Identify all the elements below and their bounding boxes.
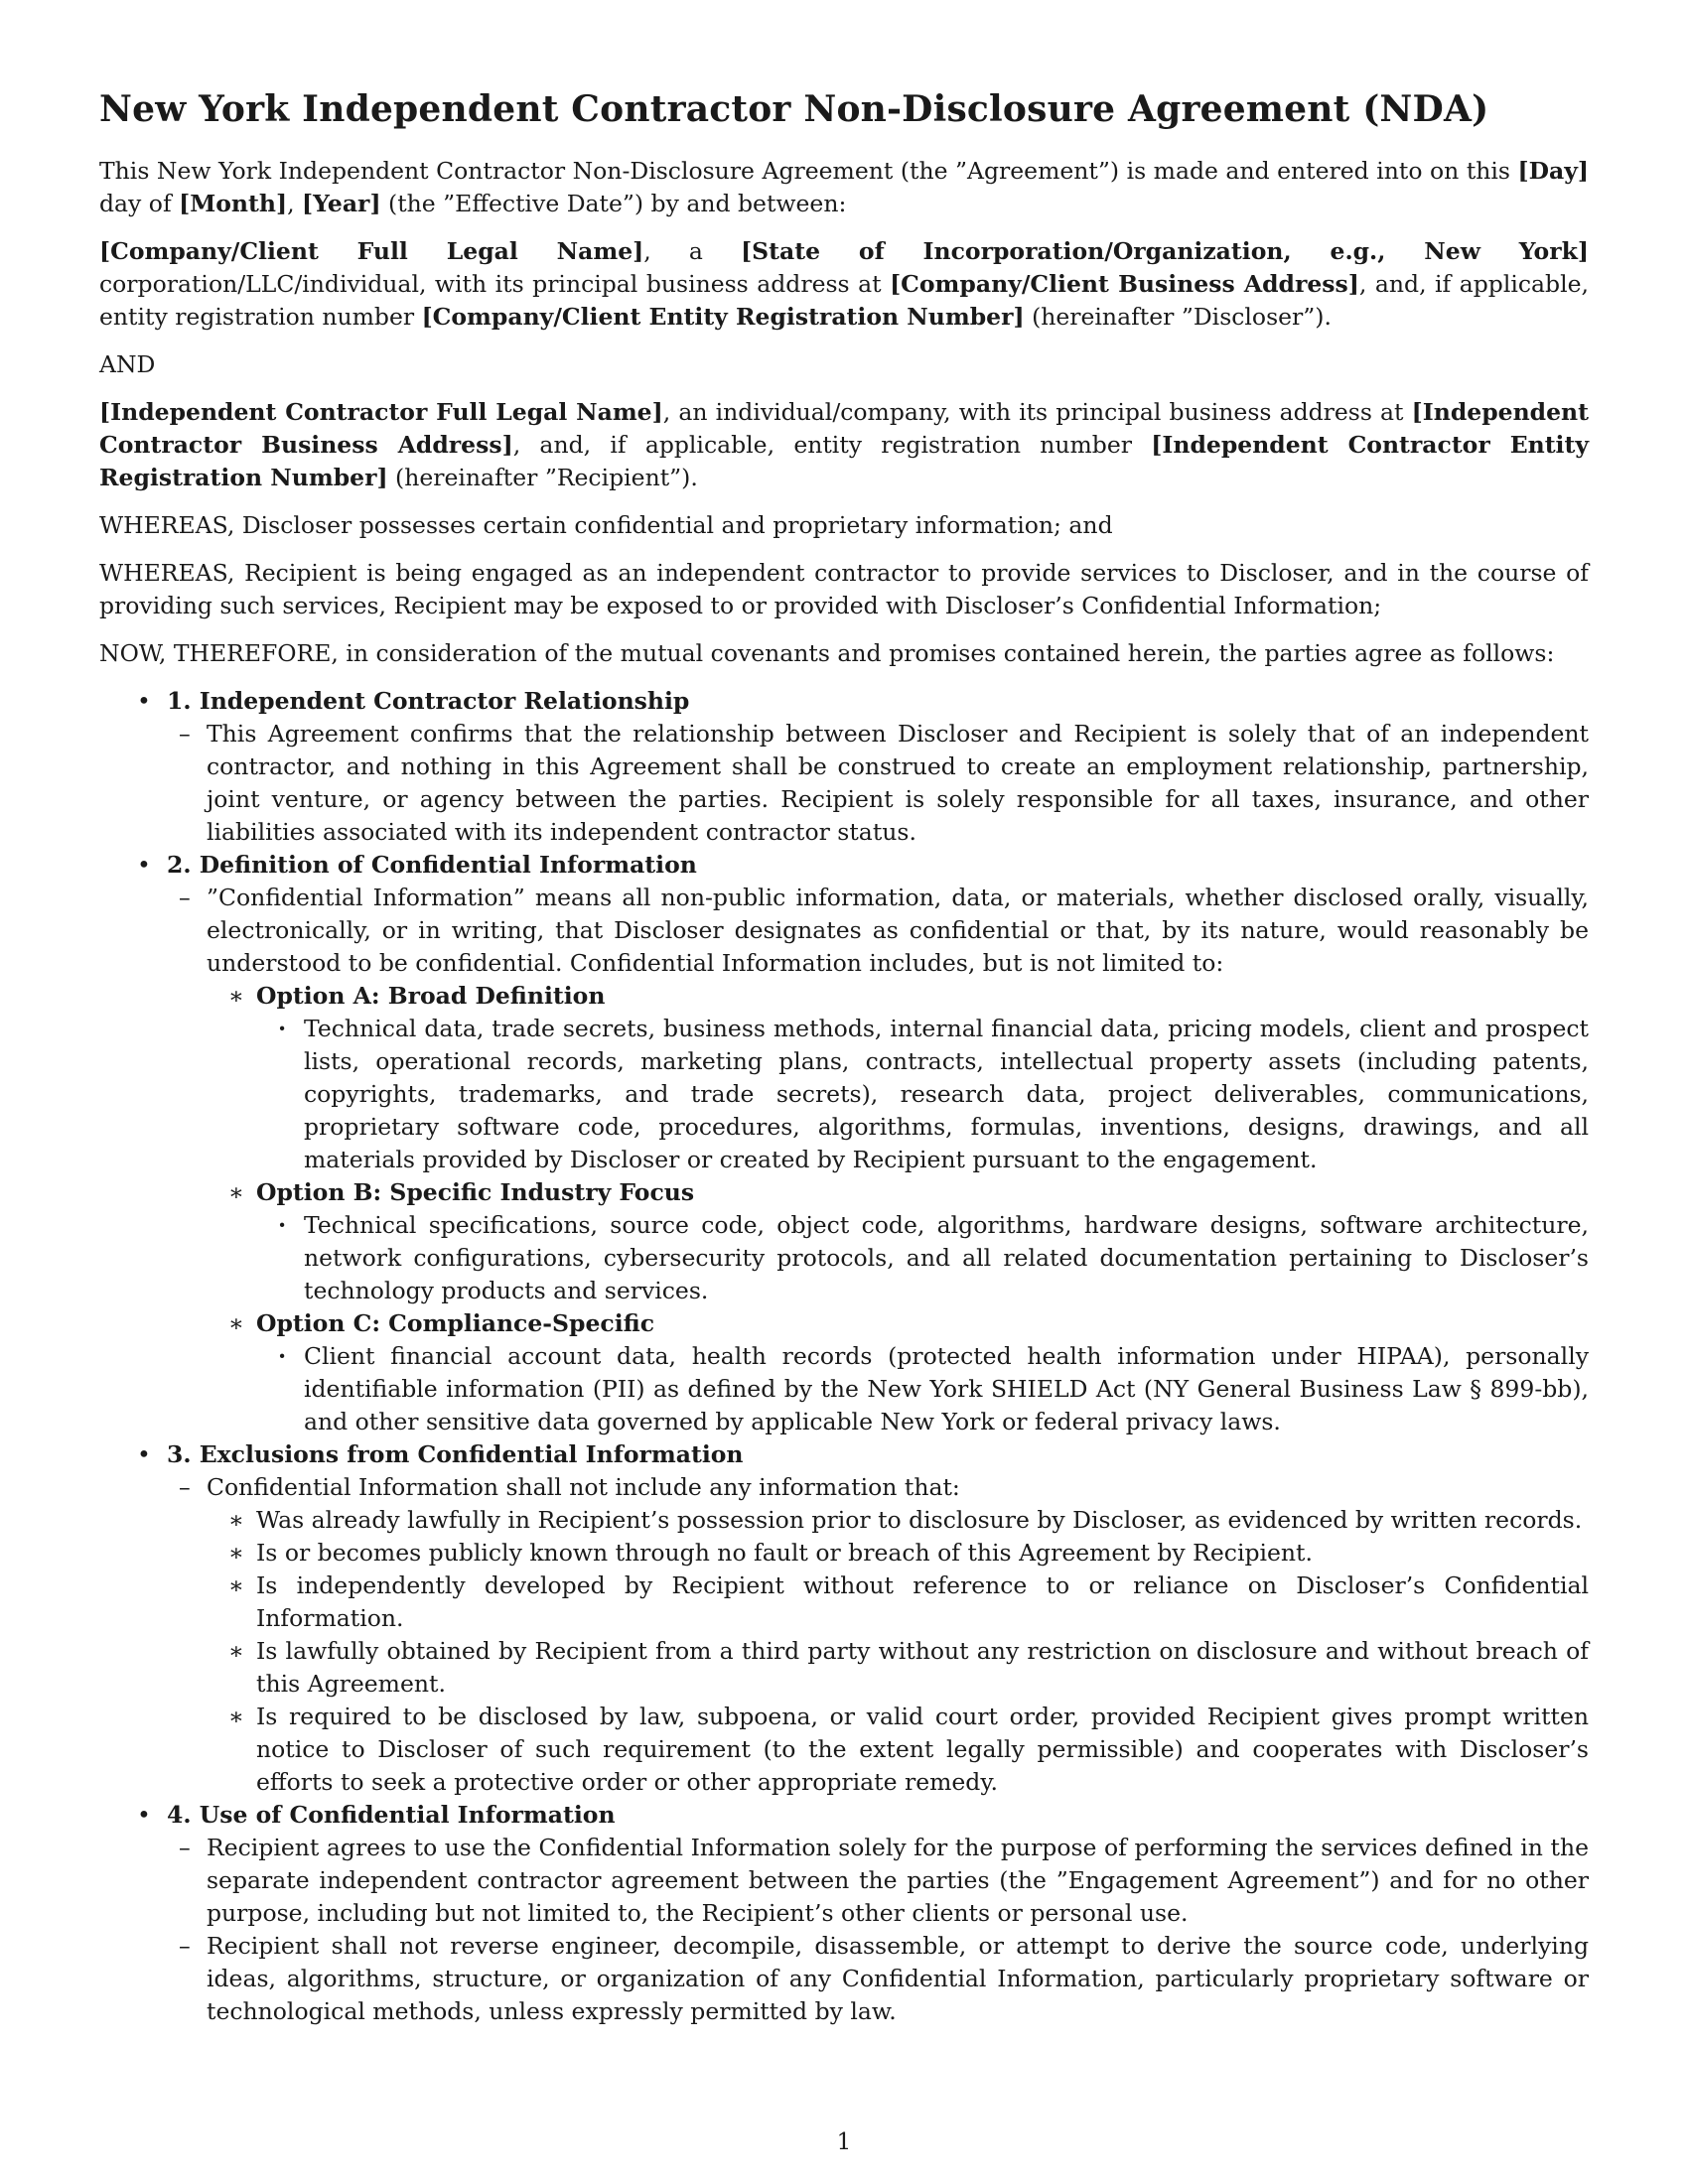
year-placeholder: [Year] — [302, 190, 381, 217]
recipient-paragraph: [Independent Contractor Full Legal Name], an individual/company, with its principal business address at [Independent Contractor Business Address], and, if applicable, entity registration number [Independent Contractor Entity Registration Number] (hereinafter ”Recipient”). — [99, 398, 1589, 491]
and-separator: AND — [99, 350, 156, 378]
exclusion-item: ∗ Is lawfully obtained by Recipient from a third party without any restriction on disclosure and without breach of this Agreement. — [256, 1635, 1589, 1701]
section-4 — [99, 1799, 1589, 2028]
intro-paragraph: This New York Independent Contractor Non-Disclosure Agreement (the ”Agreement”) is made and entered into on this [Day] day of [Month], [Year] (the ”Effective Date”) by and between: — [99, 157, 1589, 217]
section-1 — [99, 685, 1589, 849]
month-placeholder: [Month] — [179, 190, 288, 217]
document-page — [99, 87, 1589, 2028]
recipient-address-placeholder: [Independent Contractor Business Address] — [99, 398, 1589, 459]
discloser-paragraph: [Company/Client Full Legal Name], a [State of Incorporation/Organization, e.g., New York] corporation/LLC/individual, with its principal business address at [Company/Client Business Address], and, if applicable, entity registration number [Company/Client Entity Registration Number] (hereinafter ”Discloser”). — [99, 237, 1589, 331]
section-2 — [99, 849, 1589, 1438]
section-3-paragraph: – Confidential Information shall not include any information that: ∗ Was already lawfully in Recipient’s possession prior to disclosure by Discloser, as evidenced by written records. ∗ Is or becomes publicly known through no fault or breach of this Agreement by Recipient. ∗ Is independently developed by Recipient without reference to or reliance on Discloser’s Confidential Information. ∗ Is lawfully obtained by Recipient from a third party without any restriction on disclosure and without breach of this Agreement. ∗ Is required to be disclosed by law, subpoena, or valid court order, provided Recipient gives prompt written notice to Discloser of such requirement (to the extent legally permissible) and cooperates with Discloser’s efforts to seek a protective order or other appropriate remedy. — [207, 1471, 1589, 1799]
whereas-paragraph-2: WHEREAS, Recipient is being engaged as an independent contractor to provide services to Discloser, and in the course of providing such services, Recipient may be exposed to or provided with Discloser’s Confidential Information; — [99, 559, 1589, 619]
recipient-name-placeholder: [Independent Contractor Full Legal Name] — [99, 398, 663, 426]
option-b — [256, 1176, 1589, 1307]
option-a-text: · Technical data, trade secrets, business methods, internal financial data, pricing models, client and prospect lists, operational records, marketing plans, contracts, intellectual property assets (including patents, copyrights, trademarks, and trade secrets), research data, project deliverables, communications, proprietary software code, procedures, algorithms, formulas, inventions, designs, drawings, and all materials provided by Discloser or created by Recipient pursuant to the engagement. — [304, 1013, 1589, 1176]
section-3 — [99, 1438, 1589, 1799]
section-1-paragraph: – This Agreement confirms that the relationship between Discloser and Recipient is solely that of an independent contractor, and nothing in this Agreement shall be construed to create an employment relationship, partnership, joint venture, or agency between the parties. Recipient is solely responsible for all taxes, insurance, and other liabilities associated with its independent contractor status. — [207, 718, 1589, 849]
section-2-paragraph: – ”Confidential Information” means all non-public information, data, or materials, whether disclosed orally, visually, electronically, or in writing, that Discloser designates as confidential or that, by its nature, would reasonably be understood to be confidential. Confidential Information includes, but is not limited to: ∗ Option A: Broad Definition · Technical data, trade secrets, business methods, internal financial data, pricing models, client and prospect lists, operational records, marketing plans, contracts, intellectual property assets (including patents, copyrights, trademarks, and trade secrets), research data, project deliverables, communications, proprietary software code, procedures, algorithms, formulas, inventions, designs, drawings, and all materials provided by Discloser or created by Recipient pursuant to the engagement. ∗ Option B: Specific Industry Focus · Technical specifications, source code, object code, algorithms, hardware designs, software architecture, network configurations, cybersecurity protocols, and all related documentation pertaining to Discloser’s technology products and services. ∗ Option C: Compliance-Specific · Client financial account data, health records (protected health information under HIPAA), personally identifiable information (PII) as defined by the New York SHIELD Act (NY General Business Law § 899-bb), and other sensitive data governed by applicable New York or federal privacy laws. — [207, 882, 1589, 1438]
section-2-title: • 2. Definition of Confidential Information — [167, 851, 697, 879]
discloser-address-placeholder: [Company/Client Business Address] — [890, 270, 1359, 298]
exclusion-item: ∗ Was already lawfully in Recipient’s possession prior to disclosure by Discloser, as evidenced by written records. — [256, 1504, 1589, 1537]
option-a-title: ∗ Option A: Broad Definition — [256, 982, 606, 1010]
exclusion-item: ∗ Is independently developed by Recipient without reference to or reliance on Discloser’s Confidential Information. — [256, 1570, 1589, 1635]
page-number: 1 — [836, 2129, 852, 2155]
document-title: New York Independent Contractor Non-Disclosure Agreement (NDA) — [99, 88, 1489, 130]
section-3-title: • 3. Exclusions from Confidential Information — [167, 1440, 744, 1468]
discloser-name-placeholder: [Company/Client Full Legal Name] — [99, 237, 644, 265]
recipient-reg-placeholder: [Independent Contractor Entity Registration Number] — [99, 431, 1589, 491]
section-4-title: • 4. Use of Confidential Information — [167, 1801, 616, 1829]
option-a — [256, 980, 1589, 1176]
option-c-title: ∗ Option C: Compliance-Specific — [256, 1309, 655, 1337]
option-b-text: · Technical specifications, source code, object code, algorithms, hardware designs, software architecture, network configurations, cybersecurity protocols, and all related documentation pertaining to Discloser’s technology products and services. — [304, 1209, 1589, 1307]
section-4-paragraph-1: – Recipient agrees to use the Confidential Information solely for the purpose of performing the services defined in the separate independent contractor agreement between the parties (the ”Engagement Agreement”) and for no other purpose, including but not limited to, the Recipient’s other clients or personal use. — [207, 1832, 1589, 1930]
option-c — [256, 1307, 1589, 1438]
discloser-reg-placeholder: [Company/Client Entity Registration Number] — [421, 303, 1025, 331]
exclusion-item: ∗ Is or becomes publicly known through no fault or breach of this Agreement by Recipient. — [256, 1537, 1589, 1570]
discloser-state-placeholder: [State of Incorporation/Organization, e.g., New York] — [741, 237, 1589, 265]
option-c-text: · Client financial account data, health records (protected health information under HIPAA), personally identifiable information (PII) as defined by the New York SHIELD Act (NY General Business Law § 899-bb), and other sensitive data governed by applicable New York or federal privacy laws. — [304, 1340, 1589, 1438]
section-1-title: • 1. Independent Contractor Relationship — [167, 687, 690, 715]
section-list — [99, 685, 1589, 2028]
exclusion-item: ∗ Is required to be disclosed by law, subpoena, or valid court order, provided Recipient gives prompt written notice to Discloser of such requirement (to the extent legally permissible) and cooperates with Discloser’s efforts to seek a protective order or other appropriate remedy. — [256, 1701, 1589, 1799]
section-4-paragraph-2: – Recipient shall not reverse engineer, decompile, disassemble, or attempt to derive the source code, underlying ideas, algorithms, structure, or organization of any Confidential Information, particularly proprietary software or technological methods, unless expressly permitted by law. — [207, 1930, 1589, 2028]
whereas-paragraph-1: WHEREAS, Discloser possesses certain confidential and proprietary information; and — [99, 511, 1113, 539]
day-placeholder: [Day] — [1517, 157, 1589, 185]
option-b-title: ∗ Option B: Specific Industry Focus — [256, 1178, 695, 1206]
therefore-paragraph: NOW, THEREFORE, in consideration of the mutual covenants and promises contained herein, the parties agree as follows: — [99, 639, 1555, 667]
